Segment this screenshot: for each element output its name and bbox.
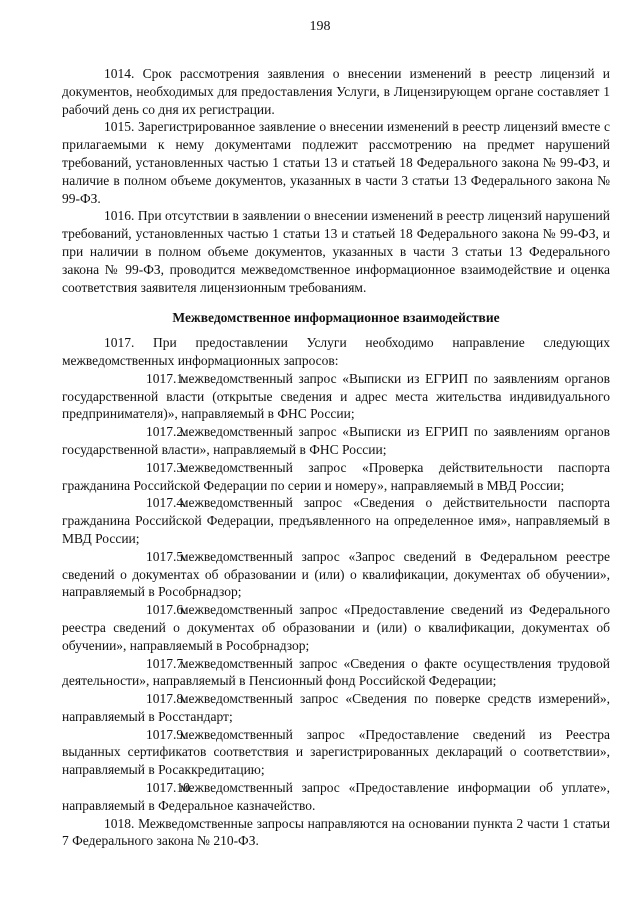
list-item: [62, 548, 610, 601]
item-text: межведомственный запрос «Предоставление информации об уплате», направляемый в Федеральное казначейство.: [62, 780, 610, 813]
list-item: [62, 690, 610, 726]
item-text: межведомственный запрос «Выписки из ЕГРИП по заявлениям органов государственной власти (открытые сведения и адрес места жительства индивидуального предпринимателя)», направляемый в ФНС России;: [62, 370, 610, 422]
item-number: 1017.5.: [146, 548, 187, 564]
list-item: [62, 601, 610, 654]
paragraph-1014: 1014. Срок рассмотрения заявления о внесении изменений в реестр лицензий и документов, необходимых для предоставления Услуги, в Лицензирующем органе составляет 1 рабочий день со дня их регистрации.: [62, 66, 610, 117]
item-text: межведомственный запрос «Предоставление сведений из Федерального реестра сведений о документах об образовании и (или) о квалификации, документах об обучении», направляемый в Рособрнадзор;: [62, 602, 610, 653]
item-text: межведомственный запрос «Сведения по поверке средств измерений», направляемый в Росстандарт;: [62, 691, 610, 724]
item-number: 1017.10.: [146, 780, 194, 796]
paragraph-1017: 1017. При предоставлении Услуги необходимо направление следующих межведомственных информационных запросов:: [62, 335, 610, 368]
paragraph-1016: 1016. При отсутствии в заявлении о внесении изменений в реестр лицензий нарушений требований, установленных частью 1 статьи 13 и статьей 18 Федерального закона № 99-ФЗ, и при наличии в полном объеме документов, указанных в части 3 статьи 13 Федерального закона № 99-ФЗ, проводится межведомственное информационное взаимодействие и оценка соответствия заявителя лицензионным требованиям.: [62, 208, 610, 295]
list-item: [62, 655, 610, 691]
item-number: 1017.8.: [146, 691, 187, 707]
item-text: межведомственный запрос «Выписки из ЕГРИП по заявлениям органов государственной власти», направляемый в ФНС России;: [62, 424, 610, 457]
item-text: межведомственный запрос «Сведения о действительности паспорта гражданина Российской Федерации, предъявленного на определенное имя», направляемый в МВД России;: [62, 495, 610, 546]
list-item: [62, 494, 610, 547]
item-number: 1017.1.: [146, 370, 187, 386]
item-number: 1017.3.: [146, 459, 187, 475]
list-item: [62, 726, 610, 779]
list-item: [62, 779, 610, 815]
list-item: [62, 370, 610, 423]
section-heading: Межведомственное информационное взаимодействие: [172, 310, 500, 326]
list-item: [62, 459, 610, 495]
item-text: межведомственный запрос «Проверка действительности паспорта гражданина Российской Федерации по серии и номеру», направляемый в МВД России;: [62, 459, 610, 493]
item-number: 1017.9.: [146, 726, 187, 742]
paragraph-1015: 1015. Зарегистрированное заявление о внесении изменений в реестр лицензий вместе с прилагаемыми к нему документами подлежит рассмотрению на предмет нарушений требований, установленных частью 1 статьи 13 и статьей 18 Федерального закона № 99-ФЗ, и наличие в полном объеме документов, указанных в части 3 статьи 13 Федерального закона № 99-ФЗ.: [62, 119, 610, 206]
item-number: 1017.4.: [146, 495, 187, 511]
paragraph-1018: 1018. Межведомственные запросы направляются на основании пункта 2 части 1 статьи 7 Федерального закона № 210-ФЗ.: [62, 815, 610, 849]
page-body: [62, 65, 610, 850]
item-text: межведомственный запрос «Предоставление сведений из Реестра выданных сертификатов соответствия и зарегистрированных деклараций о соответствии», направляемый в Росаккредитацию;: [62, 726, 610, 778]
item-number: 1017.7.: [146, 655, 187, 671]
item-text: межведомственный запрос «Запрос сведений в Федеральном реестре сведений о документах об образовании и (или) о квалификации, документах об обучении», направляемый в Рособрнадзор;: [62, 548, 610, 600]
page-number: 198: [309, 19, 331, 34]
item-text: межведомственный запрос «Сведения о факте осуществления трудовой деятельности», направляемый в Пенсионный фонд Российской Федерации;: [62, 655, 610, 689]
list-item: [62, 423, 610, 459]
item-number: 1017.6.: [146, 602, 187, 618]
item-number: 1017.2.: [146, 424, 187, 440]
